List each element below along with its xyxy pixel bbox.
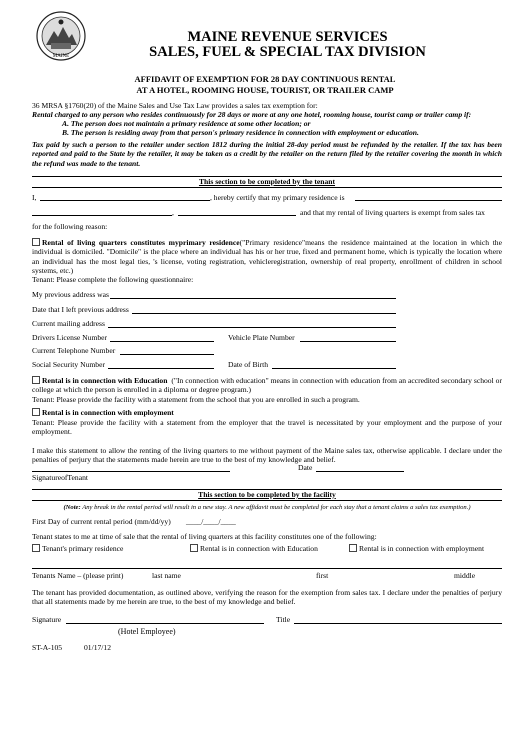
tax-paid-text: Tax paid by such a person to the retailer under section 1812 during the initial 28-day period must be refunded by the retailer. If the tax has been reported and paid to the State by the retailer, it may be taken as a credit by the retailer on the return filed by the retailer covering the month in which the refund was made to the tenant. xyxy=(32,140,502,168)
previous-address-label: My previous address was xyxy=(32,290,109,299)
reason-text: for the following reason: xyxy=(32,222,108,231)
dob-input[interactable] xyxy=(272,368,396,369)
drivers-license-input[interactable] xyxy=(110,341,214,342)
current-mailing-label: Current mailing address xyxy=(32,319,105,328)
tenant-date-label: Date xyxy=(298,463,313,472)
residence-state-input[interactable] xyxy=(178,215,296,216)
tenant-section-heading: This section to be completed by the tenant xyxy=(198,177,336,186)
facility-education-option xyxy=(190,544,318,553)
ssn-input[interactable] xyxy=(108,368,214,369)
tenant-declaration: I make this statement to allow the renting of the living quarters to me without payment of the Maine sales tax, otherwise applicable. I declare under the penalties of perjury that the statements made herein are true to the best of my knowledge and belief. xyxy=(32,446,502,465)
division-title: SALES, FUEL & SPECIAL TAX DIVISION xyxy=(149,44,426,60)
tenant-name-print-input[interactable] xyxy=(32,568,502,569)
vehicle-plate-label: Vehicle Plate Number xyxy=(228,333,295,342)
ssn-label: Social Security Number xyxy=(32,360,105,369)
middle-name-label: middle xyxy=(454,571,476,580)
tenant-states-text: Tenant states to me at time of sale that the rental of living quarters at this facility constitutes one of the following: xyxy=(32,532,377,541)
facility-signature-input[interactable] xyxy=(66,623,264,624)
employment-option xyxy=(32,408,502,417)
note-label: (Note: xyxy=(63,504,81,511)
primary-residence-input[interactable] xyxy=(355,200,502,201)
item-b-text: B. The person is residing away from that person's primary residence in connection with employment or education. xyxy=(62,128,419,137)
primary-residence-option xyxy=(32,238,502,275)
rental-charged-text: Rental charged to any person who resides continuously for 28 days or more at any one hotel, rooming house, tourist camp or trailer camp if: xyxy=(32,110,472,119)
form-date: 01/17/12 xyxy=(84,643,112,652)
first-day-label: First Day of current rental period (mm/dd/yy) xyxy=(32,517,171,526)
facility-primary-checkbox[interactable] xyxy=(32,544,40,552)
item-a-text: A. The person does not maintain a primary residence at some other location; or xyxy=(62,119,311,128)
facility-primary-label: Tenant's primary residence xyxy=(42,544,124,553)
form-title-line2: AT A HOTEL, ROOMING HOUSE, TOURIST, OR TRAILER CAMP xyxy=(136,85,394,95)
education-checkbox[interactable] xyxy=(32,376,40,384)
date-left-input[interactable] xyxy=(132,313,396,314)
facility-title-label: Title xyxy=(276,615,291,624)
facility-primary-option xyxy=(32,544,123,553)
residence-city-input[interactable] xyxy=(32,215,172,216)
current-mailing-input[interactable] xyxy=(108,327,396,328)
section-divider xyxy=(32,500,502,501)
form-number: ST-A-105 xyxy=(32,643,63,652)
tenant-signature-label: SignatureofTenant xyxy=(32,473,88,482)
hotel-employee-label: (Hotel Employee) xyxy=(118,627,176,636)
exempt-text: and that my rental of living quarters is exempt from sales tax xyxy=(300,208,485,217)
note-text xyxy=(32,503,502,512)
drivers-license-label: Drivers License Number xyxy=(32,333,108,342)
dob-label: Date of Birth xyxy=(228,360,269,369)
primary-residence-definition: ("Primary residence"means the residence maintained at the location in which the individual is domiciled. "Domicile" is the place where an individual has his or her true, fixed and permanent home, which is typically the location where an individual has the most legal ties, 's license, voting registration, vehicleregistration, ownership of real property, enrollment of children in school systems, etc.) xyxy=(32,238,502,275)
note-body: Any break in the rental period will result in a new stay. A new affidavit must be completed for each stay that a tenant claims a sales tax exemption.) xyxy=(82,504,471,511)
form-title-line1: AFFIDAVIT OF EXEMPTION FOR 28 DAY CONTINUOUS RENTAL xyxy=(134,74,396,84)
tenant-name-print-label: Tenants Name – (please print) xyxy=(32,571,124,580)
facility-title-input[interactable] xyxy=(294,623,502,624)
vehicle-plate-input[interactable] xyxy=(300,341,396,342)
facility-education-label: Rental is in connection with Education xyxy=(200,544,318,553)
first-day-input[interactable]: ____/____/____ xyxy=(186,517,236,526)
education-tenant-text: Tenant: Please provide the facility with a statement from the school that you are enrolled in such a program. xyxy=(32,395,360,404)
comma: , xyxy=(172,208,174,217)
employment-checkbox[interactable] xyxy=(32,408,40,416)
facility-employment-checkbox[interactable] xyxy=(349,544,357,552)
primary-residence-label: Rental of living quarters constitutes myprimary residence xyxy=(42,238,240,247)
statute-text: 36 MRSA §1760(20) of the Maine Sales and Use Tax Law provides a sales tax exemption for: xyxy=(32,101,318,110)
primary-residence-checkbox[interactable] xyxy=(32,238,40,246)
date-left-label: Date that I left previous address xyxy=(32,305,129,314)
previous-address-input[interactable] xyxy=(110,298,396,299)
facility-signature-label: Signature xyxy=(32,615,62,624)
first-name-label: first xyxy=(316,571,329,580)
education-option xyxy=(32,376,502,395)
questionnaire-text: Tenant: Please complete the following questionnaire: xyxy=(32,275,194,284)
facility-section-heading: This section to be completed by the facility xyxy=(198,490,336,499)
section-divider xyxy=(32,187,502,188)
employment-label: Rental is in connection with employment xyxy=(42,408,174,417)
agency-title: MAINE REVENUE SERVICES xyxy=(187,29,388,45)
education-definition: ("In connection with education" means in connection with education from an accredited secondary school or college at which the person is enrolled in a diploma or degree program.) xyxy=(32,376,503,395)
last-name-label: last name xyxy=(152,571,181,580)
telephone-input[interactable] xyxy=(120,354,214,355)
facility-education-checkbox[interactable] xyxy=(190,544,198,552)
education-label: Rental is in connection with Education xyxy=(42,376,168,385)
facility-declaration: The tenant has provided documentation, as outlined above, verifying the reason for the exemption from sales tax. I declare under the penalties of perjury that all statements made by me herein are true, to the best of my knowledge and belief. xyxy=(32,588,502,607)
seal-text: MAINE xyxy=(52,54,70,59)
certify-text: , hereby certify that my primary residence is xyxy=(210,193,345,202)
facility-employment-option xyxy=(349,544,484,553)
tenant-name-input[interactable] xyxy=(40,200,210,201)
tenant-date-input[interactable] xyxy=(316,471,404,472)
employment-tenant-text: Tenant: Please provide the facility with a statement from the employer that the travel is necessitated by your employment and the purpose of your employment. xyxy=(32,418,502,437)
telephone-label: Current Telephone Number xyxy=(32,346,116,355)
i-label: I, xyxy=(32,193,37,202)
facility-employment-label: Rental is in connection with employment xyxy=(359,544,485,553)
tenant-signature-input[interactable] xyxy=(32,471,230,472)
